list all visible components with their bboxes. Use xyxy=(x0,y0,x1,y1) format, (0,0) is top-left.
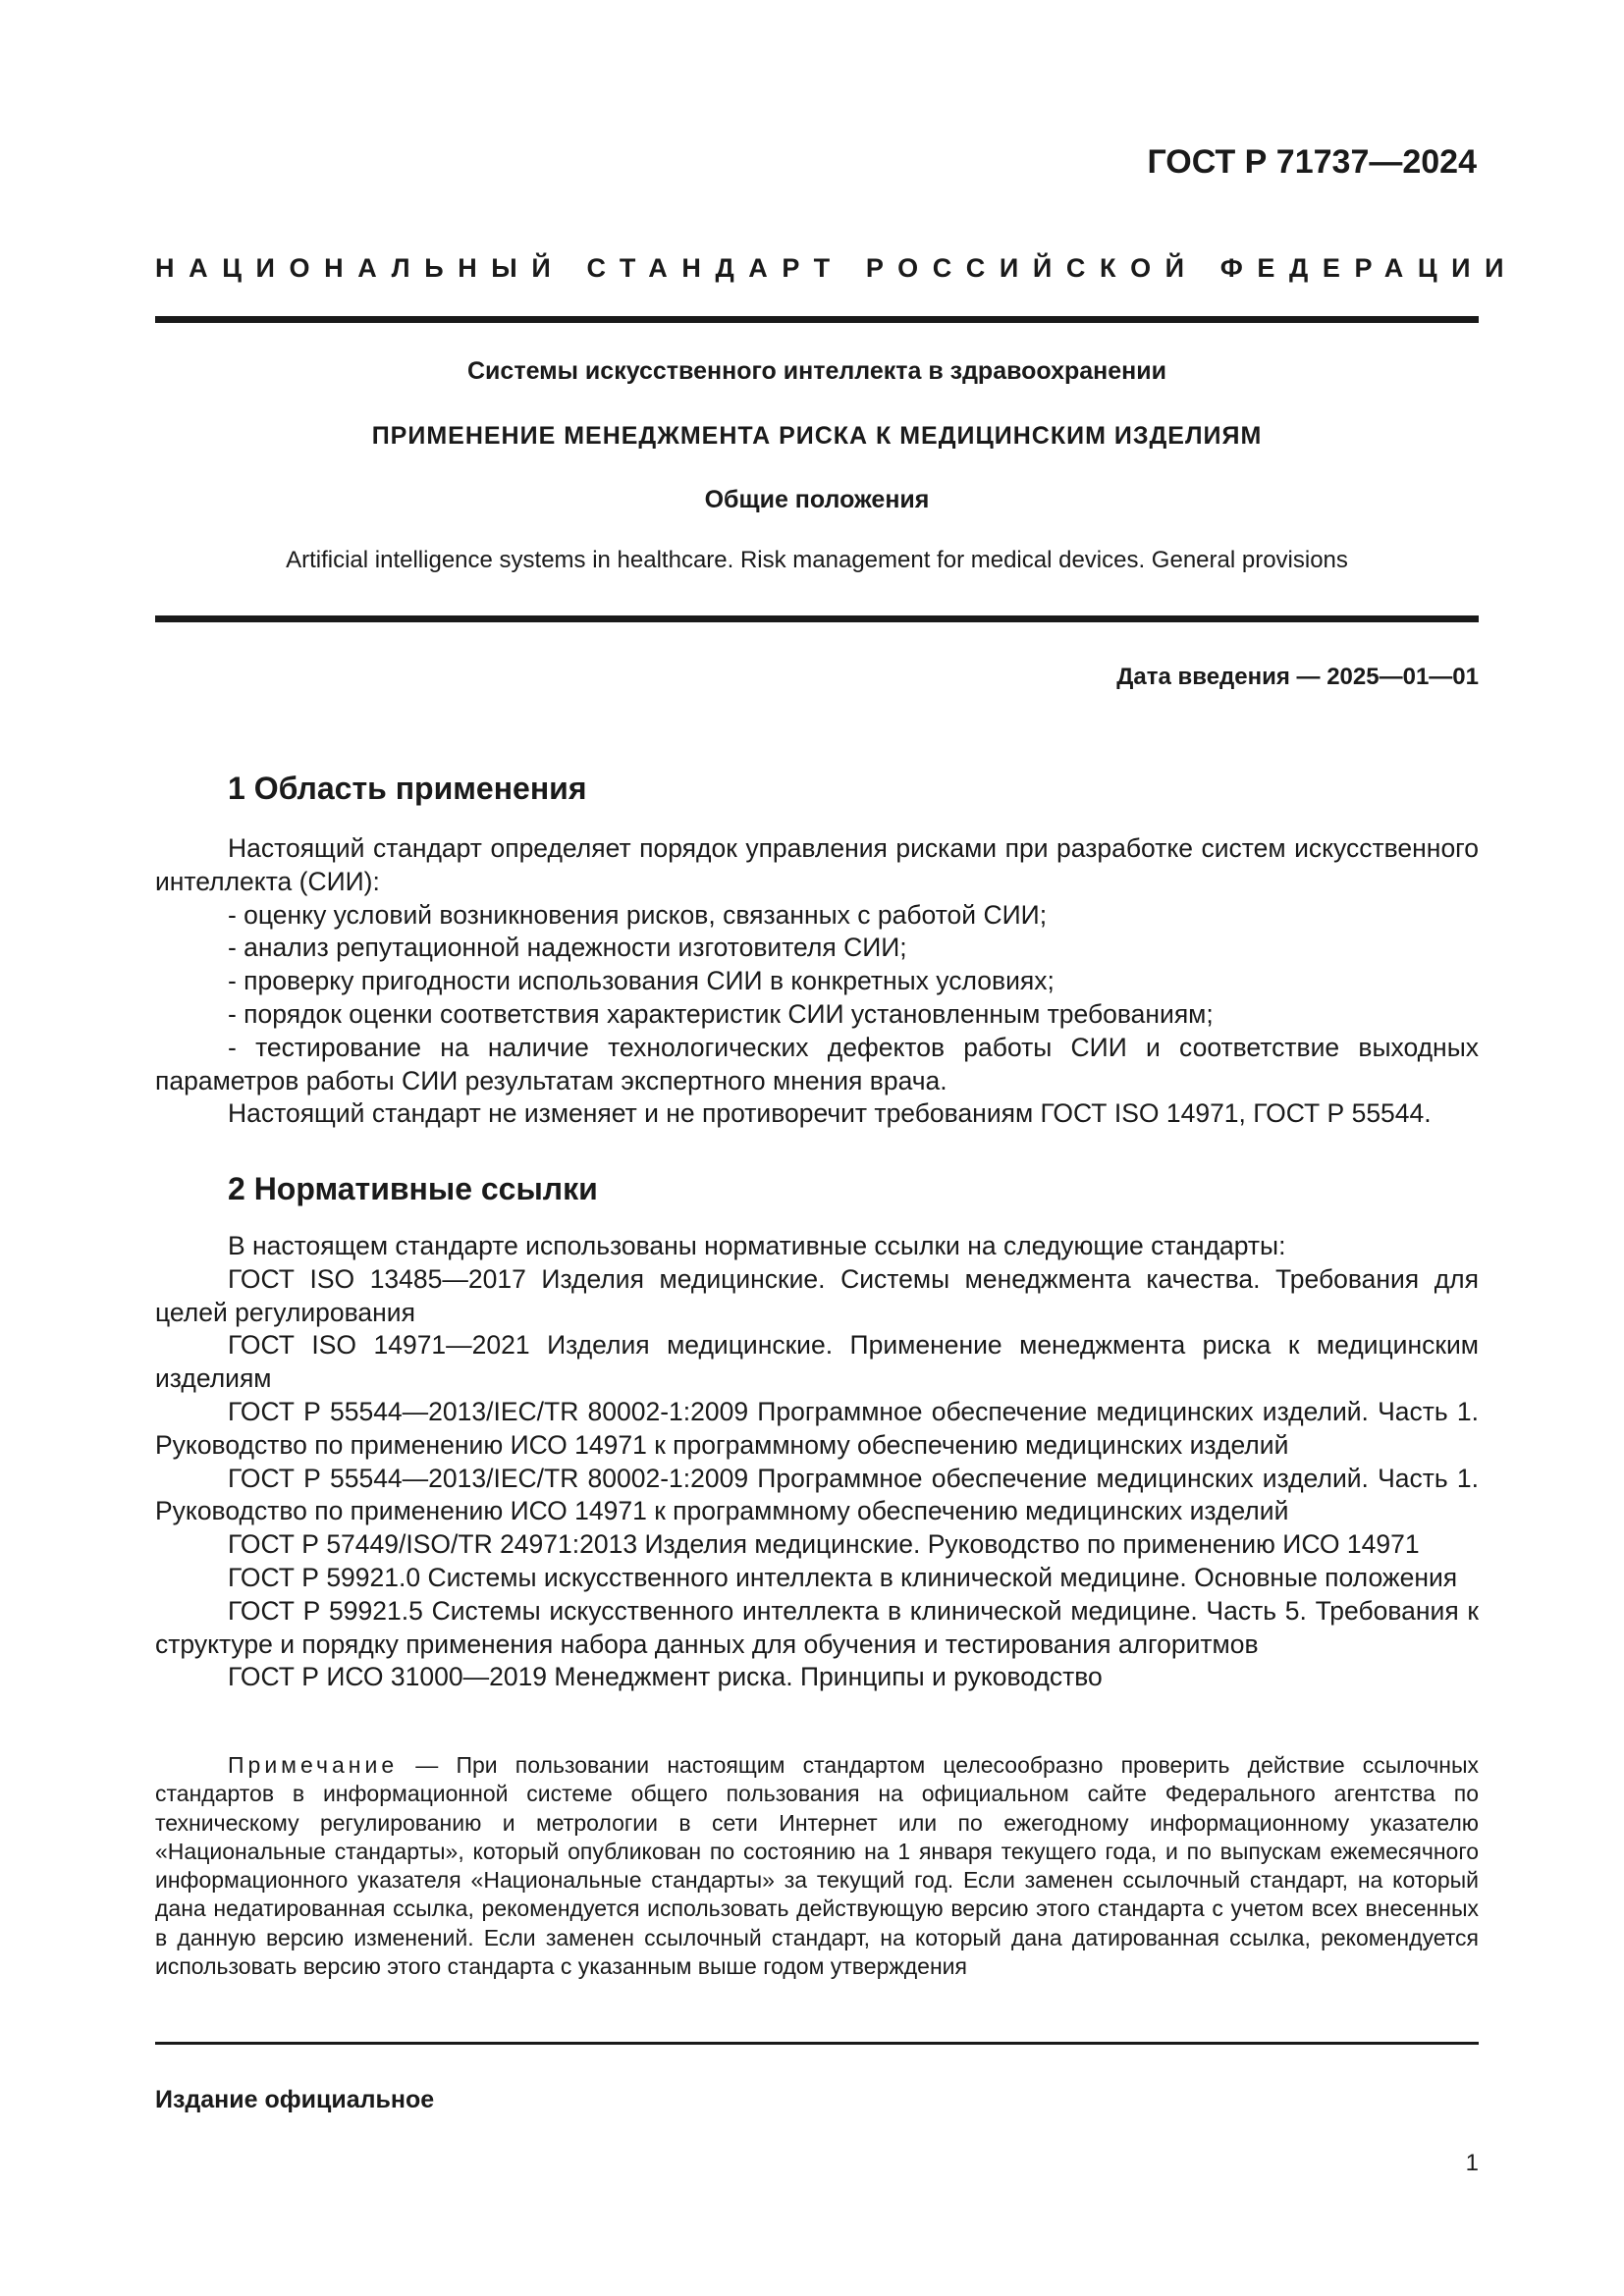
title-line-2: ПРИМЕНЕНИЕ МЕНЕДЖМЕНТА РИСКА К МЕДИЦИНСКИМ ИЗДЕЛИЯМ xyxy=(371,422,1263,450)
section-1-intro: Настоящий стандарт определяет порядок управления рисками при разработке систем искусственного интеллекта (СИИ): xyxy=(155,833,1479,896)
list-item: - порядок оценки соответствия характеристик СИИ установленным требованиям; xyxy=(228,998,1214,1029)
introduction-date: Дата введения — 2025—01—01 xyxy=(1116,664,1479,690)
section-2-body xyxy=(155,1230,1479,1694)
reference-item: ГОСТ Р 57449/ISO/TR 24971:2013 Изделия медицинские. Руководство по применению ИСО 14971 xyxy=(228,1529,1420,1560)
official-edition-label: Издание официальное xyxy=(155,2086,435,2113)
page-number: 1 xyxy=(1465,2150,1479,2176)
list-item: - проверку пригодности использования СИИ в конкретных условиях; xyxy=(228,966,1055,996)
note-label: Примечание xyxy=(228,1752,399,1778)
title-divider xyxy=(155,615,1479,622)
reference-item: ГОСТ ISO 13485—2017 Изделия медицинские. Системы менеджмента качества. Требования для целей регулирования xyxy=(155,1263,1479,1327)
reference-item: ГОСТ ISO 14971—2021 Изделия медицинские. Применение менеджмента риска к медицинским изделиям xyxy=(155,1330,1479,1394)
reference-item: ГОСТ Р 55544—2013/IEC/TR 80002-1:2009 Программное обеспечение медицинских изделий. Часть 1. Руководство по применению ИСО 14971 к программному обеспечению медицинских изделий xyxy=(155,1463,1479,1526)
section-1-closing: Настоящий стандарт не изменяет и не противоречит требованиям ГОСТ ISO 14971, ГОСТ Р 55544. xyxy=(228,1098,1432,1129)
document-id: ГОСТ Р 71737—2024 xyxy=(1147,143,1477,181)
note-block xyxy=(155,1751,1479,1981)
section-2-heading: 2 Нормативные ссылки xyxy=(228,1171,598,1206)
reference-item: ГОСТ Р 59921.5 Системы искусственного интеллекта в клинической медицине. Часть 5. Требования к структуре и порядку применения набора данных для обучения и тестирования алгоритмов xyxy=(155,1595,1479,1659)
section-2-intro: В настоящем стандарте использованы нормативные ссылки на следующие стандарты: xyxy=(228,1231,1286,1260)
section-1-heading: 1 Область применения xyxy=(228,771,587,806)
title-line-3: Общие положения xyxy=(704,486,930,513)
list-item: - оценку условий возникновения рисков, связанных с работой СИИ; xyxy=(228,899,1048,930)
national-standard-banner: НАЦИОНАЛЬНЫЙ СТАНДАРТ РОССИЙСКОЙ ФЕДЕРАЦИИ xyxy=(155,253,1519,283)
note-text: — При пользовании настоящим стандартом целесообразно проверить действие ссылочных стандартов в информационной системе общего пользования на официальном сайте Федерального агентства по техническому регулированию и метрологии в сети Интернет или по ежегодному информационному указателю «Национальные стандарты», который опубликован по состоянию на 1 января текущего года, и по выпускам ежемесячного информационного указателя «Национальные стандарты» за текущий год. Если заменен ссылочный стандарт, на который дана недатированная ссылка, рекомендуется использовать действующую версию этого стандарта с учетом всех внесенных в данную версию изменений. Если заменен ссылочный стандарт, на который дана датированная ссылка, рекомендуется использовать версию этого стандарта с указанным выше годом утверждения xyxy=(155,1752,1479,1980)
reference-item: ГОСТ Р 59921.0 Системы искусственного интеллекта в клинической медицине. Основные положения xyxy=(228,1562,1458,1592)
section-1-body xyxy=(155,832,1479,1131)
title-line-1: Системы искусственного интеллекта в здравоохранении xyxy=(467,357,1166,385)
english-title: Artificial intelligence systems in healthcare. Risk management for medical devices. General provisions xyxy=(286,547,1348,573)
top-divider xyxy=(155,316,1479,323)
list-item: - анализ репутационной надежности изготовителя СИИ; xyxy=(228,933,907,963)
footer-divider xyxy=(155,2042,1479,2045)
list-item: - тестирование на наличие технологических дефектов работы СИИ и соответствие выходных параметров работы СИИ результатам экспертного мнения врача. xyxy=(155,1032,1479,1095)
reference-item: ГОСТ Р ИСО 31000—2019 Менеджмент риска. Принципы и руководство xyxy=(228,1662,1103,1692)
reference-item: ГОСТ Р 55544—2013/IEC/TR 80002-1:2009 Программное обеспечение медицинских изделий. Часть 1. Руководство по применению ИСО 14971 к программному обеспечению медицинских изделий xyxy=(155,1396,1479,1460)
